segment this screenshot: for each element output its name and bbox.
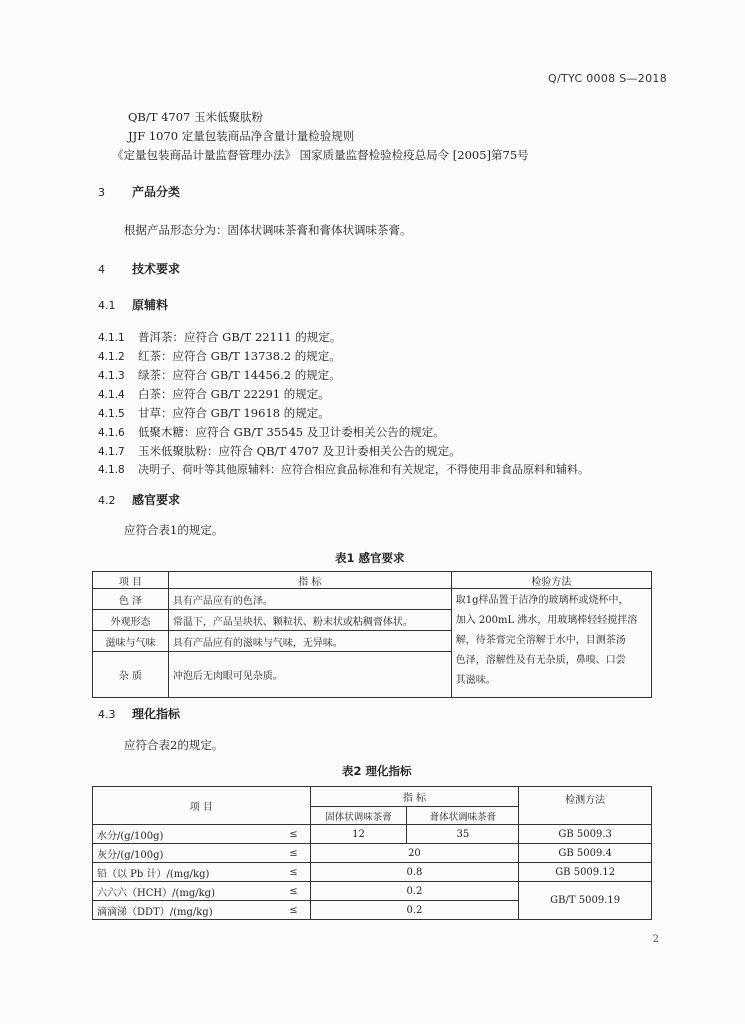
section-3-heading — [98, 185, 180, 200]
table-cell: 35 — [407, 825, 519, 844]
section-4-3-heading — [98, 707, 180, 722]
section-number: 4.2 — [98, 494, 116, 507]
table-cell: 0.2 — [310, 901, 519, 920]
list-item: 4.1.2 红茶：应符合 GB/T 13738.2 的规定。 — [98, 349, 341, 363]
table-cell: ≤ — [258, 844, 310, 863]
table-header: 项 目 — [93, 787, 311, 825]
table-1-caption: 表1 感官要求 — [335, 551, 405, 565]
section-4-heading — [98, 262, 180, 277]
reference-line: QB/T 4707 玉米低聚肽粉 — [128, 110, 264, 124]
table-cell: 铅（以 Pb 计）/(mg/kg) — [93, 863, 259, 882]
table-cell: 色 泽 — [93, 589, 169, 610]
table-cell: 0.8 — [310, 863, 519, 882]
table-cell: ≤ — [258, 882, 310, 901]
section-3-text: 根据产品形态分为：固体状调味茶膏和膏体状调味茶膏。 — [124, 223, 412, 237]
table-cell: 具有产品应有的色泽。 — [168, 589, 451, 610]
list-item: 4.1.6 低聚木糖：应符合 GB/T 35545 及卫计委相关公告的规定。 — [98, 425, 445, 439]
table-cell: 0.2 — [310, 882, 519, 901]
table-header: 检测方法 — [519, 787, 652, 825]
table-cell: ≤ — [258, 825, 310, 844]
table-header: 项 目 — [93, 572, 169, 589]
reference-line: JJF 1070 定量包装商品净含量计量检验规则 — [128, 129, 355, 143]
list-item: 4.1.5 甘草：应符合 GB/T 19618 的规定。 — [98, 406, 330, 420]
section-4-2-heading — [98, 493, 180, 508]
physicochemical-table — [92, 786, 652, 920]
list-item: 4.1.4 白茶：应符合 GB/T 22291 的规定。 — [98, 387, 330, 401]
page-number: 2 — [652, 934, 659, 945]
method-cell: 取1g样品置于洁净的玻璃杯或烧杯中， 加入 200mL 沸水，用玻璃棒轻轻搅拌溶 解，待茶膏完全溶解于水中，目测茶汤 色泽，溶解性及有无杂质，鼻嗅、口尝 其滋味。 — [451, 589, 651, 698]
table-cell: 冲泡后无肉眼可见杂质。 — [168, 652, 451, 698]
table-header: 指 标 — [168, 572, 451, 589]
table-cell: 六六六（HCH）/(mg/kg) — [93, 882, 259, 901]
section-number: 4.1 — [98, 299, 116, 312]
reference-line: 《定量包装商品计量监督管理办法》 国家质量监督检验检疫总局令 [2005]第75号 — [112, 148, 529, 162]
table-header: 固体状调味茶膏 — [310, 807, 407, 825]
standard-code: Q/TYC 0008 S—2018 — [548, 72, 667, 85]
table-cell: GB 5009.4 — [519, 844, 652, 863]
table-header: 膏体状调味茶膏 — [407, 807, 519, 825]
table-cell: ≤ — [258, 863, 310, 882]
list-item: 4.1.7 玉米低聚肽粉：应符合 QB/T 4707 及卫计委相关公告的规定。 — [98, 444, 461, 458]
table-cell: ≤ — [258, 901, 310, 920]
table-cell: 具有产品应有的滋味与气味，无异味。 — [168, 631, 451, 652]
section-title: 理化指标 — [132, 707, 181, 721]
table-cell: 水分/(g/100g) — [93, 825, 259, 844]
table-cell: 滴滴涕（DDT）/(mg/kg) — [93, 901, 259, 920]
list-item: 4.1.1 普洱茶：应符合 GB/T 22111 的规定。 — [98, 330, 342, 344]
list-item: 4.1.8 决明子、荷叶等其他原辅料：应符合相应食品标准和有关规定，不得使用非食品原料和辅料。 — [98, 463, 589, 476]
table-cell: 杂 质 — [93, 652, 169, 698]
table-header: 检验方法 — [451, 572, 651, 589]
list-item: 4.1.3 绿茶：应符合 GB/T 14456.2 的规定。 — [98, 368, 341, 382]
table-cell: 滋味与气味 — [93, 631, 169, 652]
section-4-3-text: 应符合表2的规定。 — [124, 738, 224, 752]
table-cell: 外观形态 — [93, 610, 169, 631]
table-cell: GB/T 5009.19 — [519, 882, 652, 920]
table-cell: 灰分/(g/100g) — [93, 844, 259, 863]
table-cell: 20 — [310, 844, 519, 863]
table-2-caption: 表2 理化指标 — [342, 764, 412, 778]
table-cell: GB 5009.3 — [519, 825, 652, 844]
table-cell: GB 5009.12 — [519, 863, 652, 882]
section-title: 感官要求 — [132, 493, 181, 507]
table-cell: 常温下，产品呈块状、颗粒状、粉末状或粘稠膏体状。 — [168, 610, 451, 631]
section-title: 原辅料 — [132, 298, 169, 312]
section-title: 产品分类 — [132, 185, 181, 199]
sensory-table — [92, 571, 652, 698]
section-number: 4 — [98, 263, 105, 276]
section-4-2-text: 应符合表1的规定。 — [124, 523, 224, 537]
table-header: 指 标 — [310, 787, 519, 807]
section-number: 4.3 — [98, 708, 116, 721]
section-4-1-heading — [98, 298, 168, 313]
section-title: 技术要求 — [132, 262, 181, 276]
table-cell: 12 — [310, 825, 407, 844]
section-number: 3 — [98, 186, 105, 199]
